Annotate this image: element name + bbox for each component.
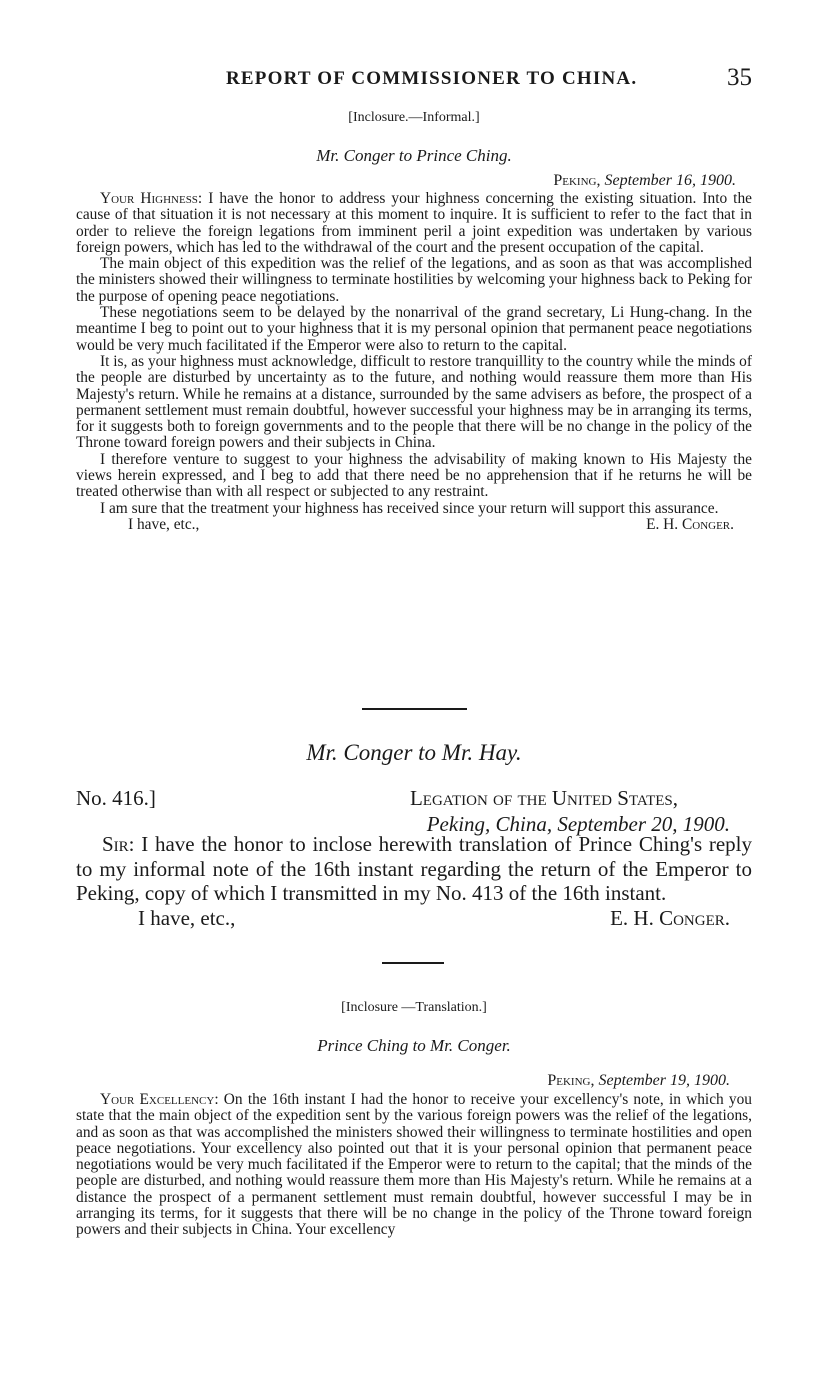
letter3-dateline-date: September 19, 1900. <box>598 1072 730 1089</box>
page-number: 35 <box>727 64 752 91</box>
letter1-paragraph-5: I therefore venture to suggest to your highness the advisability of making known to His Majesty the views herein expressed, and I beg to add that there need be no apprehension that if he returns he will be treated otherwise than with all respect or subjected to any restraint. <box>76 450 752 501</box>
section-divider-rule <box>362 708 467 710</box>
letter2-signature: E. H. Conger. <box>610 905 730 930</box>
letter1-signature: E. H. Conger. <box>646 515 734 533</box>
letter1-paragraph-2: The main object of this expedition was the relief of the legations, and as soon as that was accomplished the ministers showed their willingness to terminate hostilities by welcoming your highness back to Peking for the purpose of opening peace negotiations. <box>76 255 752 305</box>
letter1-paragraph-3: These negotiations seem to be delayed by the nonarrival of the grand secretary, Li Hung-chang. In the meantime I beg to point out to your highness that it is my personal opinion that permanent peace negotiations would be very much facilitated if the Emperor were also to return to the capital. <box>76 304 752 354</box>
letter3-heading: Prince Ching to Mr. Conger. <box>317 1036 511 1055</box>
letter1-paragraph-6: I am sure that the treatment your highness has received since your return will support this assurance. <box>100 499 719 517</box>
letter3-salutation: Your Excellency: <box>100 1091 219 1108</box>
letter2-salutation: Sir: <box>102 832 135 856</box>
letter1-closing-row <box>76 517 752 537</box>
letter2-closing: I have, etc., <box>138 905 236 930</box>
letter3-dateline <box>76 1072 730 1090</box>
letter2-number: No. 416.] <box>76 786 156 810</box>
inclosure-note-translation: [Inclosure —Translation.] <box>341 1000 487 1015</box>
letter1-closing: I have, etc., <box>128 515 200 533</box>
letter2-number-row <box>76 786 752 812</box>
letter3-dateline-place: Peking, <box>547 1072 595 1089</box>
letter2-place-date: Peking, China, September 20, 1900. <box>426 812 730 836</box>
letter1-paragraph-4: It is, as your highness must acknowledge, difficult to restore tranquillity to the country while the minds of the people are disturbed by uncertainty as to the future, and nothing would reassure them more than His Majesty's return. While he remains at a distance, surrounded by the same advisers as before, the prospect of a permanent settlement must remain doubtful, however successful your highness may be in arranging its terms, for it suggests both to foreign governments and to the people that there will be no change in the policy of the Throne toward foreign powers and their subjects in China. <box>76 352 752 452</box>
letter3-paragraph: Your Excellency: On the 16th instant I had the honor to receive your excellency's note, in which you state that the main object of the expedition sent by the various foreign powers was the relief of the legations, and as soon as that was accomplished the ministers showed their willingness to terminate hostilities and open peace negotiations. Your excellency also pointed out that it is your personal opinion that permanent peace negotiations would be very much facilitated if the Emperor were to return to the capital; that the minds of the people are disturbed, and nothing would reassure them more than His Majesty's return. While he remains at a distance the prospect of a permanent settlement must remain doubtful, however successful I may be in arranging its terms, for it suggests that there will be no change in the policy of the Throne toward foreign powers and their subjects in China. Your excellency <box>76 1091 753 1239</box>
letter3-body <box>76 1092 752 1239</box>
letter2-header <box>76 786 752 838</box>
letter1-dateline-place: Peking, <box>553 172 601 189</box>
running-title: REPORT OF COMMISSIONER TO CHINA. <box>226 68 638 89</box>
letter2-closing-row <box>76 906 752 932</box>
letter1-dateline <box>76 172 736 190</box>
letter2-legation: Legation of the United States, <box>409 786 678 810</box>
letter1-body <box>76 191 752 537</box>
inclosure-note-informal: [Inclosure.—Informal.] <box>348 110 480 125</box>
letter2-body <box>76 832 752 932</box>
letter2-heading: Mr. Conger to Mr. Hay. <box>306 740 522 765</box>
letter1-paragraph-1: Your Highness: I have the honor to address your highness concerning the existing situation. Into the cause of that situation it is not necessary at this moment to inquire. It is sufficient to refer to the fact that in order to relieve the foreign legations from imminent peril a joint expedition was undertaken by various foreign powers, which has led to the withdrawal of the court and the present occupation of the capital. <box>76 190 752 256</box>
letter1-heading: Mr. Conger to Prince Ching. <box>316 146 512 165</box>
letter1-dateline-date: September 16, 1900. <box>604 172 736 189</box>
letter1-salutation: Your Highness: <box>100 190 203 207</box>
section-divider-rule-short <box>382 962 444 964</box>
letter2-paragraph: Sir: I have the honor to inclose herewith translation of Prince Ching's reply to my informal note of the 16th instant regarding the return of the Emperor to Peking, copy of which I transmitted in my No. 413 of the 16th instant. <box>76 832 752 905</box>
running-head <box>0 64 837 94</box>
